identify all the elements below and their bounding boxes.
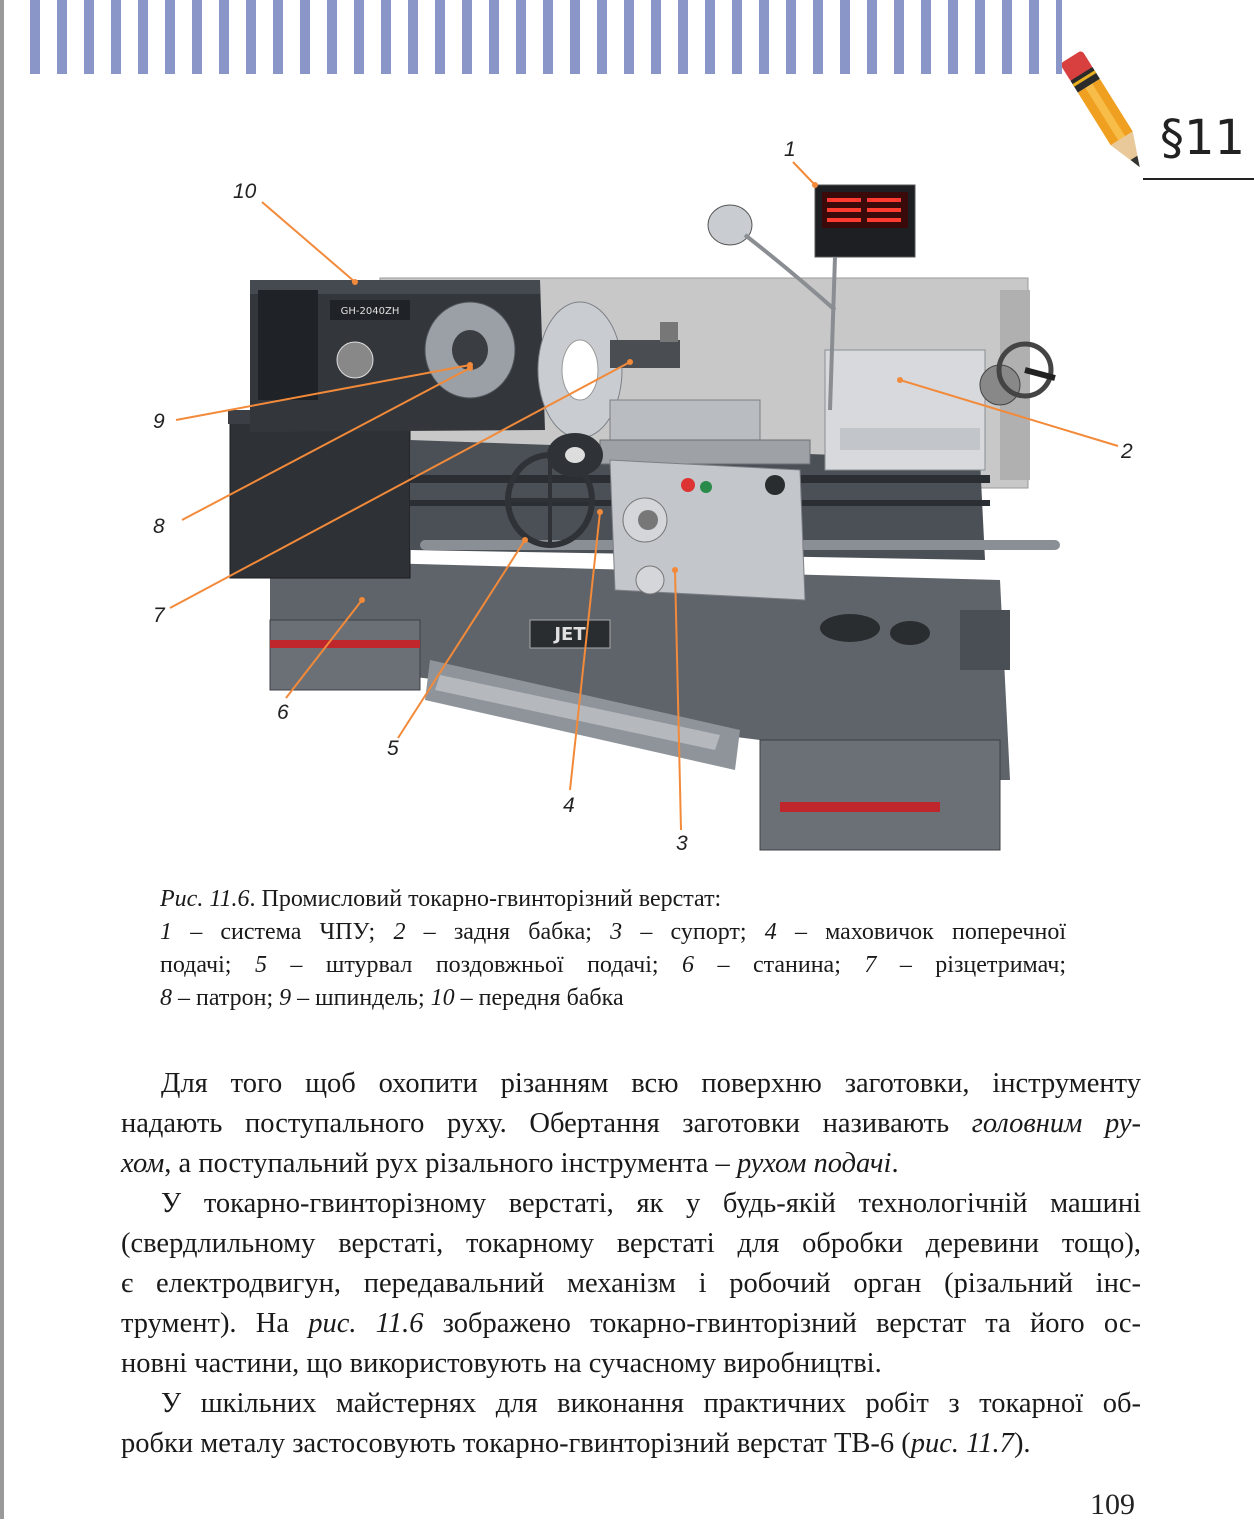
- callout-7: 7: [153, 604, 165, 627]
- text-run: ).: [1013, 1428, 1031, 1459]
- body-line: [121, 1264, 1141, 1304]
- text-run: – патрон;: [172, 985, 280, 1011]
- italic-text: рис. 11.7: [910, 1428, 1014, 1459]
- callout-10: 10: [233, 180, 257, 203]
- text-run: – штурвал поздовжньої подачі;: [266, 952, 683, 978]
- callout-5: 5: [387, 737, 399, 760]
- caption-title-line: [160, 883, 1066, 916]
- figure-caption: [160, 883, 1066, 1015]
- italic-text: головним ру-: [971, 1108, 1141, 1139]
- italic-text: рухом подачі: [736, 1148, 892, 1179]
- text-run: зображено токарно-гвинторізний верстат та його ос-: [423, 1308, 1141, 1339]
- section-rule: [1143, 178, 1254, 180]
- italic-text: 2: [393, 919, 406, 945]
- text-run: – передня бабка: [454, 985, 624, 1011]
- text-run: робки металу застосовують токарно-гвинторізний верстат ТВ-6 (: [121, 1428, 911, 1459]
- italic-text: 10: [430, 985, 455, 1011]
- text-run: – шпиндель;: [291, 985, 431, 1011]
- body-line: [121, 1384, 1141, 1424]
- italic-text: 9: [279, 985, 292, 1011]
- text-run: – станина;: [694, 952, 865, 978]
- text-run: .: [891, 1148, 899, 1179]
- callout-8: 8: [153, 515, 165, 538]
- text-run: трумент). На: [121, 1308, 309, 1339]
- text-run: надають поступального руху. Обертання заготовки називають: [121, 1108, 972, 1139]
- italic-text: 5: [254, 952, 267, 978]
- italic-text: 8: [160, 985, 172, 1011]
- page-number: 109: [1090, 1488, 1135, 1521]
- text-run: , а поступальний рух різального інструмента –: [164, 1148, 737, 1179]
- brand-badge: JET: [554, 624, 586, 645]
- caption-legend: [160, 916, 1066, 1015]
- text-run: новні частини, що використовують на сучасному виробництві.: [121, 1348, 882, 1379]
- page-edge: [0, 0, 4, 1519]
- italic-text: 7: [864, 952, 877, 978]
- body-line: [121, 1104, 1141, 1144]
- callout-9: 9: [153, 410, 165, 433]
- body-text: [121, 1064, 1141, 1464]
- body-line: [121, 1304, 1141, 1344]
- text-run: – маховичок поперечної: [776, 919, 1066, 945]
- section-label: §11: [1160, 110, 1246, 166]
- body-line: [121, 1144, 1141, 1184]
- caption-title: . Промисловий токарно-гвинторізний верстат:: [249, 886, 722, 912]
- italic-text: 6: [682, 952, 695, 978]
- text-run: – задня бабка;: [405, 919, 611, 945]
- italic-text: 4: [764, 919, 777, 945]
- callout-4: 4: [563, 794, 575, 817]
- italic-text: 1: [160, 919, 172, 945]
- italic-text: 3: [610, 919, 623, 945]
- figure-reference: Рис. 11.6: [160, 886, 250, 912]
- text-run: – система ЧПУ;: [172, 919, 394, 945]
- body-line: [121, 1344, 1141, 1384]
- text-run: (свердлильному верстаті, токарному верстаті для обробки деревини тощо),: [121, 1228, 1141, 1259]
- headstock-model-label: GH-2040ZH: [340, 306, 400, 317]
- text-run: У шкільних майстернях для виконання практичних робіт з токарної об-: [161, 1388, 1141, 1419]
- body-line: [121, 1184, 1141, 1224]
- text-run: – різцетримач;: [876, 952, 1067, 978]
- callout-1: 1: [784, 138, 796, 161]
- caption-line: [160, 916, 1066, 949]
- text-run: У токарно-гвинторізному верстаті, як у будь-якій технологічній машині: [161, 1188, 1141, 1219]
- text-run: є електродвигун, передавальний механізм і робочий орган (різальний інс-: [121, 1268, 1141, 1299]
- lathe-illustration: [140, 140, 1140, 870]
- caption-line: [160, 949, 1066, 982]
- body-line: [121, 1224, 1141, 1264]
- text-run: – супорт;: [622, 919, 765, 945]
- text-run: Для того щоб охопити різанням всю поверхню заготовки, інструменту: [161, 1068, 1141, 1099]
- callout-3: 3: [676, 832, 688, 855]
- header-stripes: [30, 0, 1062, 74]
- body-line: [121, 1064, 1141, 1104]
- italic-text: рис. 11.6: [308, 1308, 424, 1339]
- callout-2: 2: [1121, 440, 1133, 463]
- body-line: [121, 1424, 1141, 1464]
- italic-text: хом: [121, 1148, 165, 1179]
- caption-line: [160, 982, 1066, 1015]
- callout-6: 6: [277, 701, 289, 724]
- text-run: подачі;: [160, 952, 255, 978]
